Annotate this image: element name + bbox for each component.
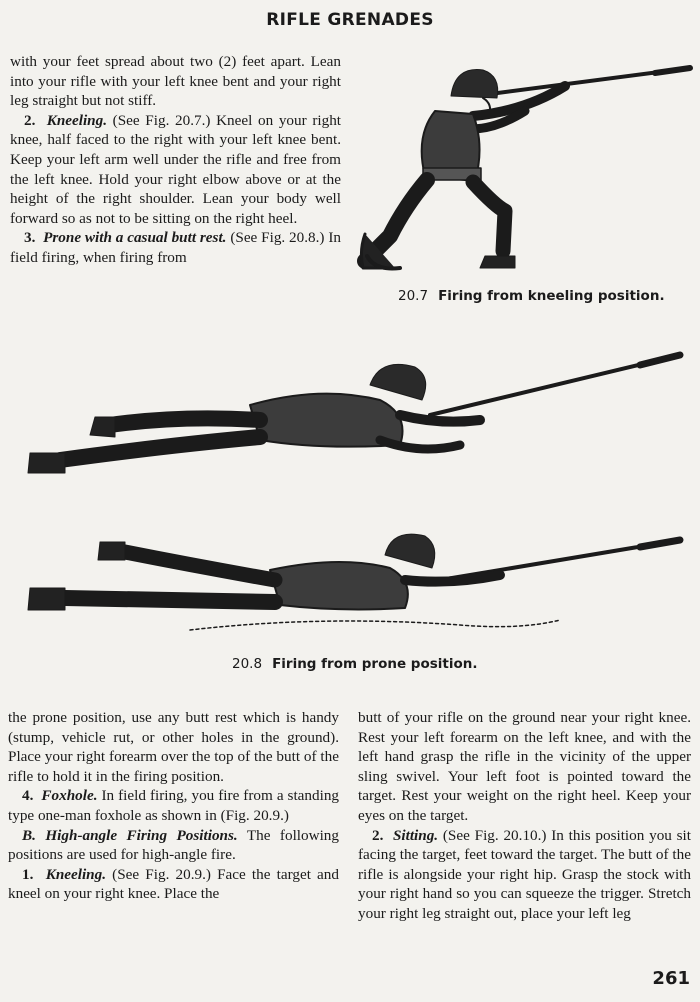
item-number: 4. — [22, 787, 34, 805]
item-text: In field firing, you fire from a standing type one-man foxhole as shown in (Fig. 20.9.) — [8, 787, 340, 824]
item-term: Sitting. — [392, 826, 439, 844]
paragraph-prone — [10, 228, 341, 267]
paragraph: butt of your rifle on the ground near your right knee. Rest your left forearm on the left knee, and with the left hand grasp the rifle in the vicinity of the upper sling swivel. Your left foot is pointed toward the target. Rest your weight on the right heel. Keep your eyes on the target. — [358, 709, 691, 824]
item-number: 2. — [372, 826, 384, 844]
section-heading: B. High-angle Firing Positions. — [22, 826, 238, 844]
figure-number: 20.7 — [398, 288, 429, 304]
item-number: 3. — [24, 229, 36, 247]
item-text: The following positions are used for high-angle fire. — [8, 826, 339, 864]
top-text-column — [10, 52, 341, 268]
paragraph-foxhole — [8, 786, 339, 825]
item-text: (See Fig. 20.8.) In field firing, when firing from — [10, 229, 341, 266]
kneeling-soldier-illustration — [355, 56, 695, 281]
paragraph: with your feet spread about two (2) feet apart. Lean into your rifle with your left knee bent and your right leg straight but not stiff. — [10, 53, 341, 110]
item-text: (See Fig. 20.9.) Face the target and kneel on your right knee. Place the — [8, 865, 339, 903]
item-text: (See Fig. 20.10.) In this position you sit facing the target, feet toward the target. The butt of the rifle is alongside your right hip. Grasp the stock with your right hand so you can squeeze the trigger. Stretch your right leg straight out, place your left leg — [358, 826, 691, 922]
figure-number: 20.8 — [232, 656, 263, 672]
paragraph-sitting — [358, 826, 691, 924]
paragraph-high-angle-kneeling — [8, 865, 339, 904]
bottom-left-column — [8, 708, 339, 904]
bottom-right-column — [358, 708, 691, 924]
prone-soldier-illustration-lower — [20, 520, 690, 645]
figure-caption-20-8 — [232, 656, 478, 672]
item-text: (See Fig. 20.7.) Kneel on your right knee, half faced to the right with your left knee bent. Keep your left arm well under the rifle and free from the left knee. Hold your right elbow above or at the height of the right shoulder. Lean your body well forward so as not to be sitting on the right heel. — [10, 111, 342, 227]
paragraph-high-angle — [8, 826, 339, 865]
item-term: Prone with a casual butt rest. — [43, 229, 227, 247]
item-term: Kneeling. — [46, 111, 108, 129]
page-number: 261 — [652, 968, 690, 989]
item-term: Foxhole. — [41, 787, 98, 805]
paragraph-kneeling — [10, 111, 341, 229]
item-number: 1. — [22, 865, 34, 883]
prone-soldier-illustration-upper — [20, 345, 690, 495]
item-term: Kneeling. — [45, 865, 107, 883]
item-number: 2. — [24, 111, 36, 129]
figure-caption-text: Firing from prone position. — [272, 656, 478, 672]
figure-caption-20-7 — [398, 288, 665, 304]
page-header: RIFLE GRENADES — [266, 10, 434, 30]
figure-caption-text: Firing from kneeling position. — [438, 288, 665, 304]
paragraph: the prone position, use any butt rest which is handy (stump, vehicle rut, or other holes in the ground). Place your right forearm over the top of the butt of the rifle to hold it in the firing position. — [8, 709, 339, 785]
